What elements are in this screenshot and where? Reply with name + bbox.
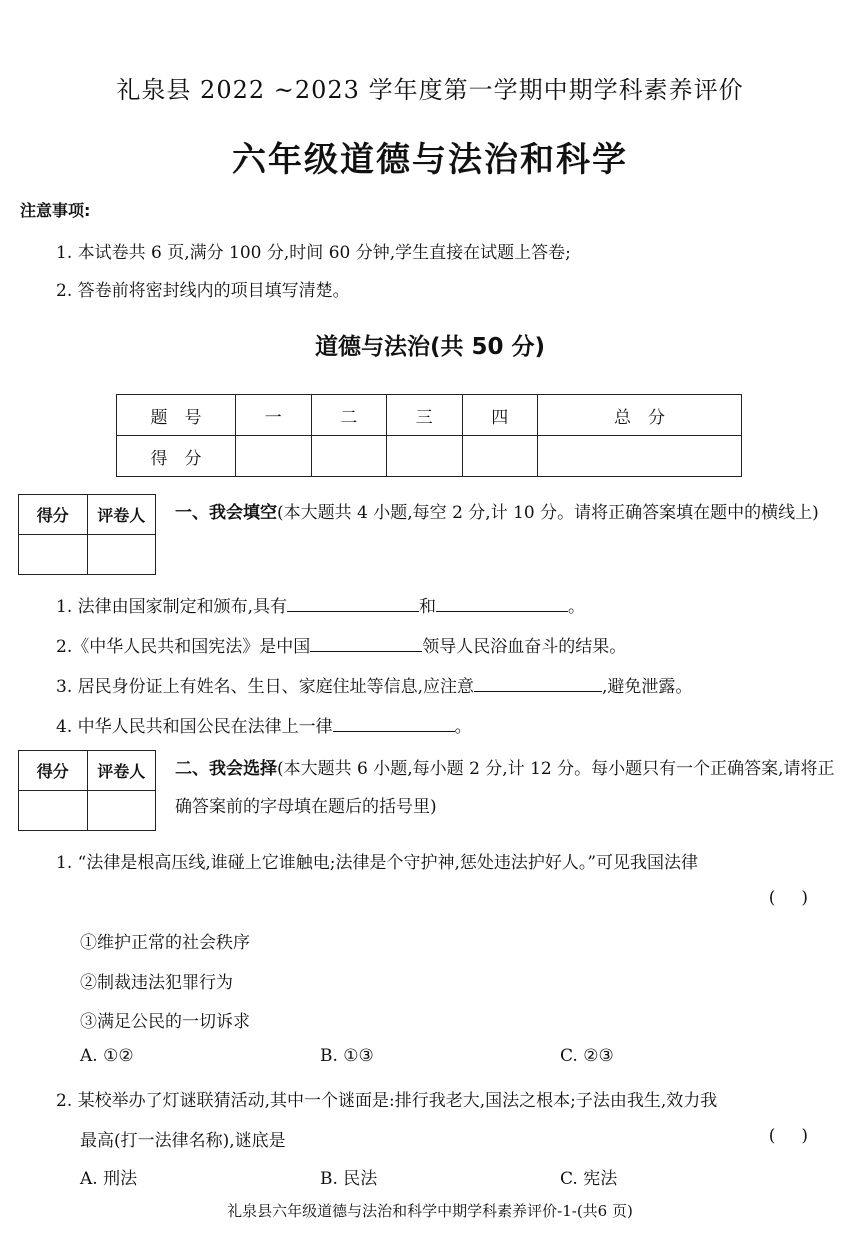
score-entry-cell[interactable] — [538, 436, 742, 477]
option-c[interactable]: C. ②③ — [560, 1046, 614, 1066]
grader-box — [18, 494, 156, 575]
part1-desc: (本大题共 4 小题,每空 2 分,计 10 分。请将正确答案填在题中的横线上) — [277, 503, 819, 523]
question-text: 1. 法律由国家制定和颁布,具有 — [56, 597, 288, 617]
score-entry-cell[interactable] — [311, 436, 387, 477]
page-footer: 礼泉县六年级道德与法治和科学中期学科素养评价-1-(共6 页) — [227, 1202, 633, 1220]
score-table-cell: 二 — [311, 395, 387, 436]
score-entry-cell[interactable] — [387, 436, 463, 477]
score-table-cell: 一 — [236, 395, 312, 436]
option-b[interactable]: B. 民法 — [320, 1169, 378, 1189]
fill-question-2 — [56, 632, 626, 657]
grader-score-cell[interactable] — [19, 535, 88, 575]
score-entry-cell[interactable] — [462, 436, 538, 477]
choice-statement: ②制裁违法犯罪行为 — [80, 973, 233, 993]
score-table-cell: 题 号 — [117, 395, 236, 436]
question-text: 2.《中华人民共和国宪法》是中国 — [56, 637, 311, 657]
grader-name-label: 评卷人 — [87, 495, 156, 535]
answer-blank[interactable] — [474, 673, 602, 692]
option-c[interactable]: C. 宪法 — [560, 1169, 618, 1189]
fill-question-1 — [56, 592, 585, 617]
question-text: 领导人民浴血奋斗的结果。 — [422, 637, 627, 657]
answer-parentheses[interactable]: () — [768, 888, 834, 908]
score-table — [116, 394, 742, 477]
subject-title: 六年级道德与法治和科学 — [232, 140, 628, 180]
fill-question-3 — [56, 672, 692, 697]
grader-score-cell[interactable] — [19, 791, 88, 831]
score-table-cell: 总 分 — [538, 395, 742, 436]
answer-blank[interactable] — [287, 593, 419, 612]
question-text: 。 — [454, 717, 472, 737]
question-text: ,避免泄露。 — [602, 677, 693, 697]
question-text: 4. 中华人民共和国公民在法律上一律 — [56, 717, 333, 737]
option-a[interactable]: A. ①② — [80, 1046, 134, 1066]
score-table-cell: 四 — [462, 395, 538, 436]
answer-blank[interactable] — [333, 713, 455, 732]
part1-title: 一、我会填空 — [175, 503, 277, 523]
part2-title: 二、我会选择 — [175, 759, 277, 779]
question-text: 和 — [419, 597, 437, 617]
choice-question-1: 1. “法律是根高压线,谁碰上它谁触电;法律是个守护神,惩处违法护好人。”可见我国法律 — [56, 853, 699, 873]
choice-statement: ③满足公民的一切诉求 — [80, 1012, 250, 1032]
exam-header-title: 礼泉县 2022 ~2023 学年度第一学期中期学科素养评价 — [116, 76, 744, 104]
option-a[interactable]: A. 刑法 — [80, 1169, 138, 1189]
part2-desc: (本大题共 6 小题,每小题 2 分,计 12 分。每小题只有一个正确答案,请将正确答案前的字母填在题后的括号里) — [175, 759, 835, 817]
grader-name-cell[interactable] — [87, 791, 156, 831]
choice-question-2-line2: 最高(打一法律名称),谜底是 — [80, 1131, 286, 1151]
part2-heading — [175, 750, 845, 826]
score-entry-cell[interactable] — [236, 436, 312, 477]
option-b[interactable]: B. ①③ — [320, 1046, 374, 1066]
grader-name-cell[interactable] — [87, 535, 156, 575]
choice-question-2: 2. 某校举办了灯谜联猜活动,其中一个谜面是:排行我老大,国法之根本;子法由我生,效力我 — [56, 1091, 718, 1111]
score-table-cell: 得 分 — [117, 436, 236, 477]
grader-name-label: 评卷人 — [87, 751, 156, 791]
grader-score-label: 得分 — [19, 495, 88, 535]
grader-box — [18, 750, 156, 831]
notice-item: 1. 本试卷共 6 页,满分 100 分,时间 60 分钟,学生直接在试题上答卷; — [56, 243, 571, 263]
score-table-score-row — [117, 436, 742, 477]
question-text: 。 — [568, 597, 586, 617]
grader-score-label: 得分 — [19, 751, 88, 791]
question-text: 3. 居民身份证上有姓名、生日、家庭住址等信息,应注意 — [56, 677, 475, 697]
part1-heading — [175, 494, 845, 532]
score-table-header-row — [117, 395, 742, 436]
notice-heading: 注意事项: — [20, 201, 91, 220]
answer-parentheses[interactable]: () — [768, 1126, 834, 1146]
answer-blank[interactable] — [436, 593, 568, 612]
score-table-cell: 三 — [387, 395, 463, 436]
section-title: 道德与法治(共 50 分) — [314, 334, 546, 360]
answer-blank[interactable] — [310, 633, 422, 652]
choice-statement: ①维护正常的社会秩序 — [80, 933, 250, 953]
fill-question-4 — [56, 712, 472, 737]
notice-item: 2. 答卷前将密封线内的项目填写清楚。 — [56, 281, 350, 301]
